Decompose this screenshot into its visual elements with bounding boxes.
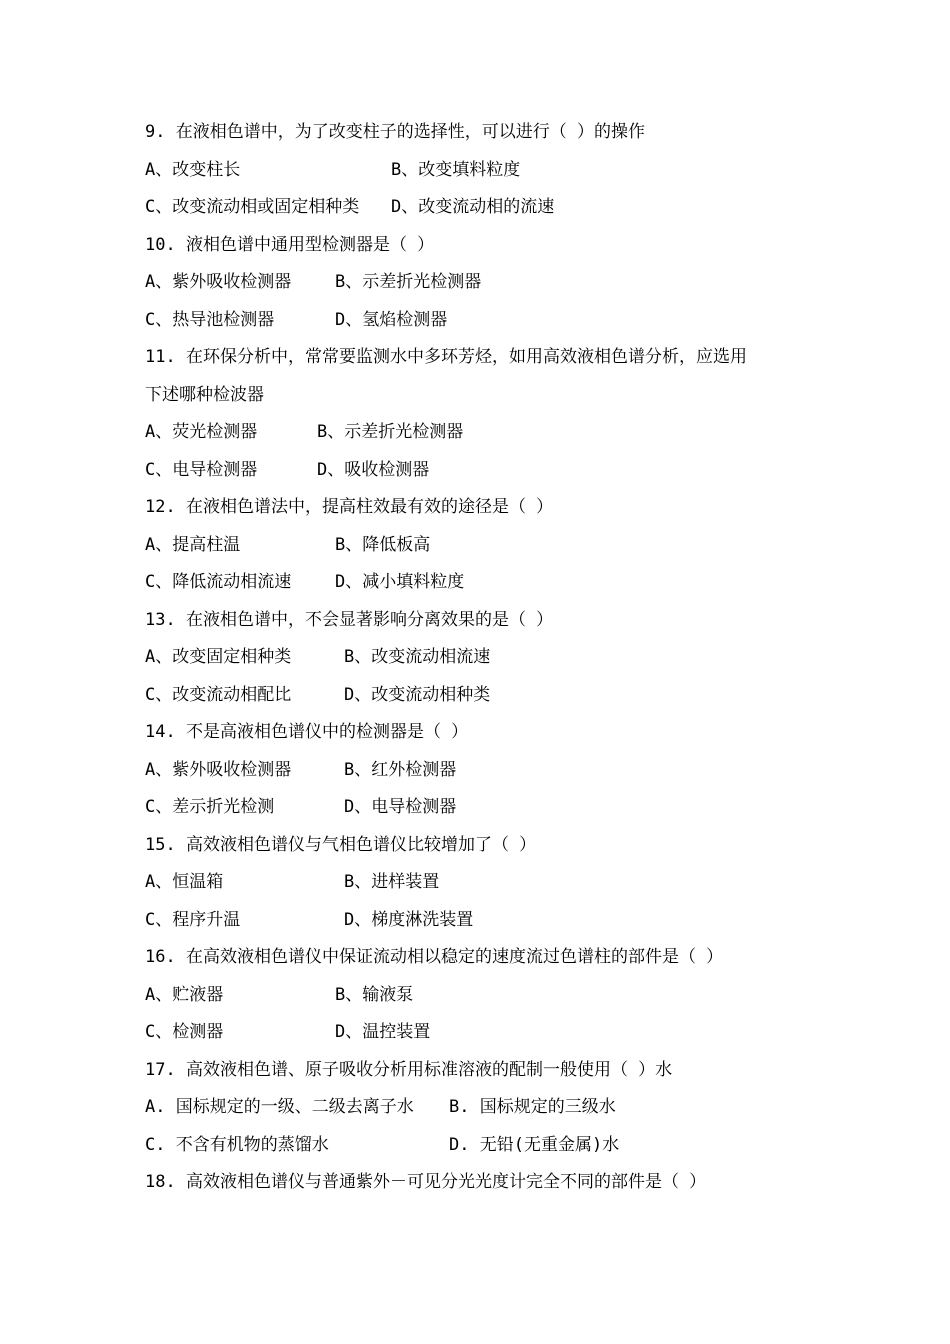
option-d: D、梯度淋洗装置 bbox=[344, 909, 474, 930]
option-d: D、吸收检测器 bbox=[317, 459, 430, 480]
option-a: A. 国标规定的一级、二级去离子水 bbox=[145, 1097, 414, 1117]
option-row bbox=[145, 452, 825, 490]
option-row bbox=[145, 564, 825, 602]
option-c: C、改变流动相或固定相种类 bbox=[145, 197, 360, 217]
option-c: C、程序升温 bbox=[145, 909, 241, 930]
option-c: C、降低流动相流速 bbox=[145, 572, 292, 592]
option-row bbox=[145, 639, 825, 677]
option-b: B、输液泵 bbox=[335, 984, 414, 1005]
question-list bbox=[145, 114, 825, 1202]
question-stem: 13. 在液相色谱中，不会显著影响分离效果的是（ ） bbox=[145, 609, 554, 630]
option-a: A、紫外吸收检测器 bbox=[145, 272, 292, 292]
option-row bbox=[145, 302, 825, 340]
option-row bbox=[145, 902, 825, 940]
option-d: D、改变流动相种类 bbox=[344, 684, 491, 705]
option-b: B、红外检测器 bbox=[344, 759, 457, 780]
option-a: A、提高柱温 bbox=[145, 534, 241, 555]
option-d: D、温控装置 bbox=[335, 1022, 431, 1042]
option-c: C、差示折光检测 bbox=[145, 797, 275, 817]
option-row bbox=[145, 264, 825, 302]
option-c: C、改变流动相配比 bbox=[145, 684, 292, 705]
option-b: B、进样装置 bbox=[344, 872, 440, 892]
option-b: B、改变流动相流速 bbox=[344, 647, 491, 667]
option-c: C、电导检测器 bbox=[145, 459, 258, 480]
question-stem: 15. 高效液相色谱仪与气相色谱仪比较增加了（ ） bbox=[145, 834, 537, 855]
option-d: D、电导检测器 bbox=[344, 797, 457, 817]
question-stem: 17. 高效液相色谱、原子吸收分析用标准溶液的配制一般使用（ ）水 bbox=[145, 1059, 673, 1080]
option-d: D、改变流动相的流速 bbox=[391, 197, 555, 217]
option-row bbox=[145, 789, 825, 827]
option-a: A、贮液器 bbox=[145, 984, 224, 1005]
option-a: A、改变柱长 bbox=[145, 159, 241, 180]
option-c: C、检测器 bbox=[145, 1022, 224, 1042]
question-stem: 11. 在环保分析中，常常要监测水中多环芳烃，如用高效液相色谱分析，应选用 bbox=[145, 347, 747, 367]
option-row bbox=[145, 152, 825, 190]
option-b: B、改变填料粒度 bbox=[391, 159, 521, 180]
option-row bbox=[145, 1127, 825, 1165]
question-stem: 14. 不是高液相色谱仪中的检测器是（ ） bbox=[145, 722, 469, 742]
option-row bbox=[145, 752, 825, 790]
option-a: A、荧光检测器 bbox=[145, 422, 258, 442]
option-d: D、减小填料粒度 bbox=[335, 572, 465, 592]
option-row bbox=[145, 677, 825, 715]
question-stem: 18. 高效液相色谱仪与普通紫外－可见分光光度计完全不同的部件是（ ） bbox=[145, 1172, 707, 1192]
option-row bbox=[145, 527, 825, 565]
option-d: D、氢焰检测器 bbox=[335, 309, 448, 330]
option-d: D. 无铅(无重金属)水 bbox=[449, 1134, 620, 1155]
option-row bbox=[145, 1014, 825, 1052]
question-stem: 10. 液相色谱中通用型检测器是（ ） bbox=[145, 234, 435, 255]
question-stem: 12. 在液相色谱法中，提高柱效最有效的途径是（ ） bbox=[145, 497, 554, 517]
question-stem: 9. 在液相色谱中，为了改变柱子的选择性，可以进行（ ）的操作 bbox=[145, 122, 645, 142]
option-row bbox=[145, 414, 825, 452]
option-row bbox=[145, 864, 825, 902]
option-c: C、热导池检测器 bbox=[145, 309, 275, 330]
option-b: B、降低板高 bbox=[335, 534, 431, 555]
option-c: C. 不含有机物的蒸馏水 bbox=[145, 1134, 329, 1155]
option-b: B、示差折光检测器 bbox=[317, 422, 464, 442]
question-stem: 16. 在高效液相色谱仪中保证流动相以稳定的速度流过色谱柱的部件是（ ） bbox=[145, 947, 724, 967]
option-b: B. 国标规定的三级水 bbox=[449, 1097, 616, 1117]
option-row bbox=[145, 1089, 825, 1127]
option-a: A、改变固定相种类 bbox=[145, 647, 292, 667]
question-stem-continued: 下述哪种检波器 bbox=[145, 384, 264, 405]
option-row bbox=[145, 977, 825, 1015]
option-row bbox=[145, 189, 825, 227]
option-a: A、恒温箱 bbox=[145, 872, 224, 892]
option-a: A、紫外吸收检测器 bbox=[145, 759, 292, 780]
option-b: B、示差折光检测器 bbox=[335, 272, 482, 292]
